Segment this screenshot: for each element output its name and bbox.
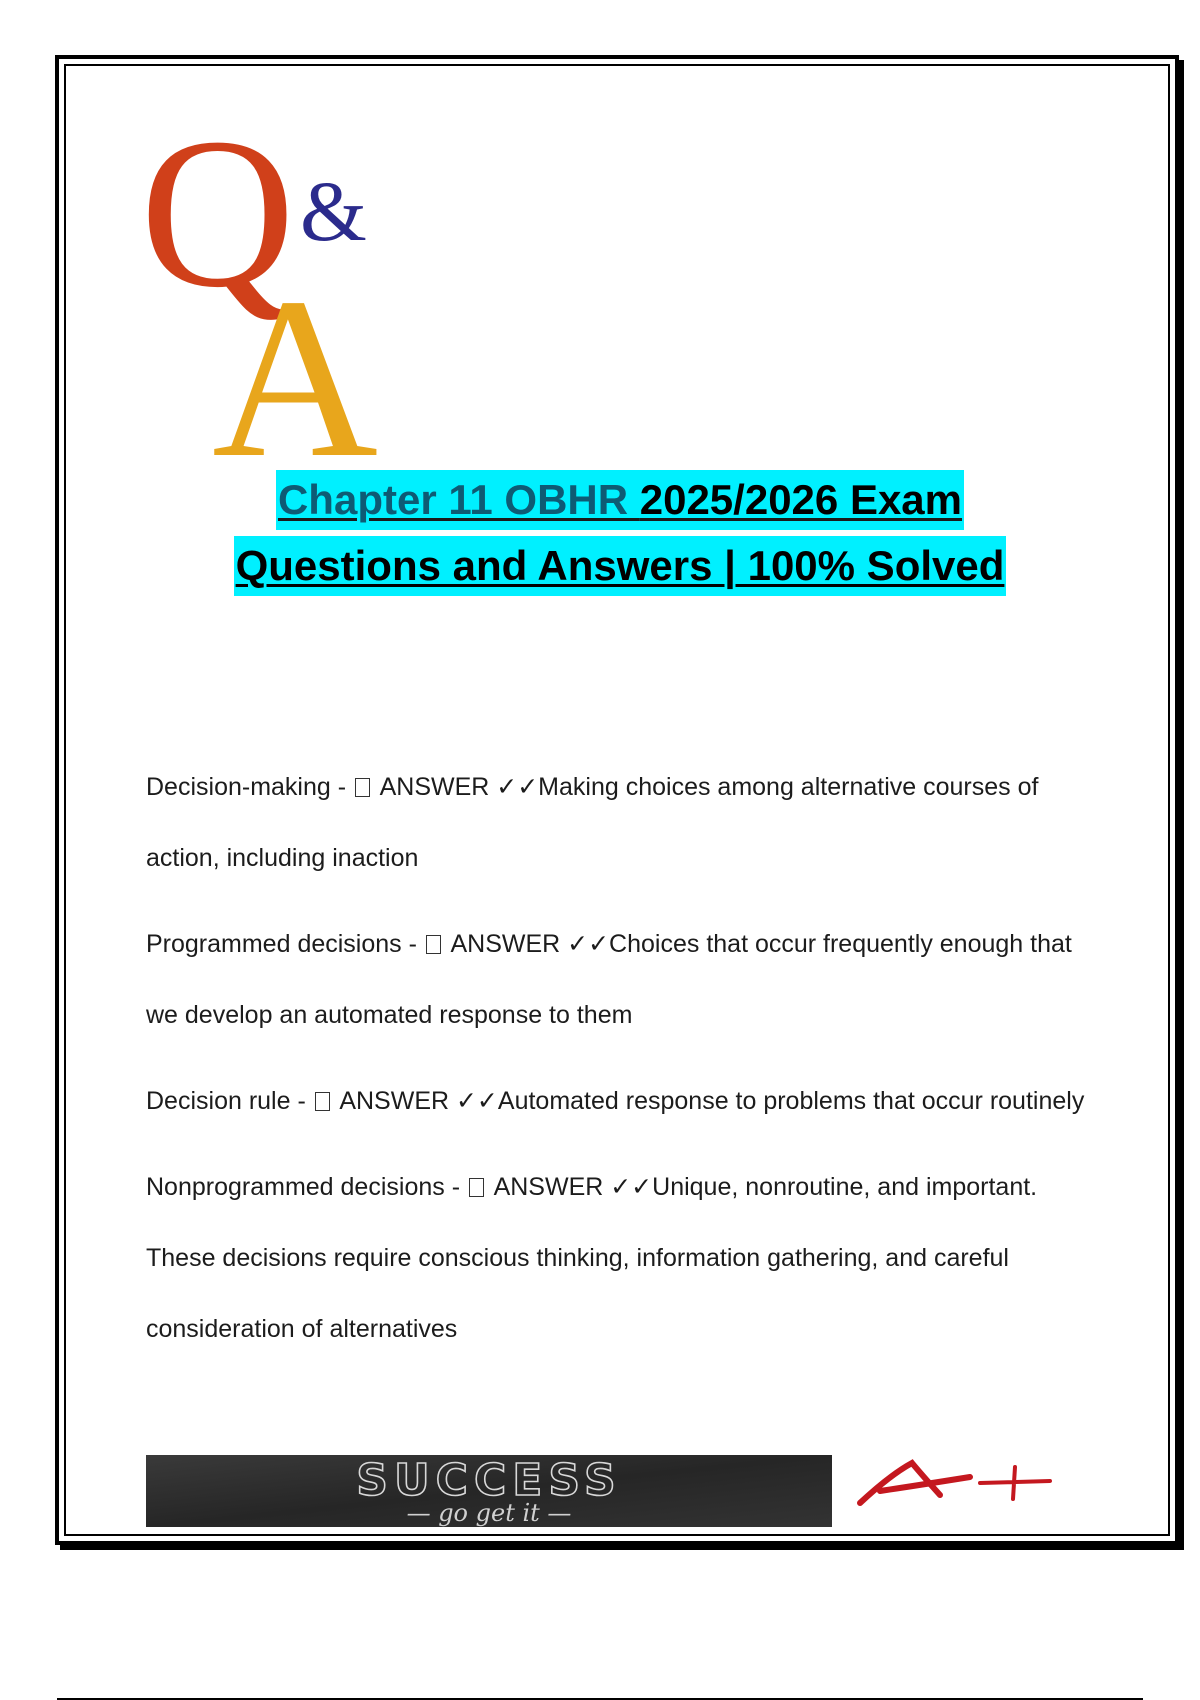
qa-list [146,752,1096,1380]
answer-marker: ANSWER ✓✓ [379,773,539,801]
qa-term: Programmed decisions - [146,930,424,958]
grade-label: A+ [850,1455,852,1456]
qa-answer: Choices that occur frequently enough that we develop an automated response to them [146,930,1072,1029]
banner-word: SUCCESS [356,1455,622,1506]
title-line-1-part-2: 2025/2026 Exam [639,476,963,523]
qa-logo [140,85,440,465]
qa-term: Decision rule - [146,1087,313,1115]
qa-answer: Automated response to problems that occur routinely [497,1087,1085,1115]
title-line-1 [276,470,964,530]
title-line-1-part-1: Chapter 11 OBHR [277,476,640,523]
answer-marker: ANSWER ✓✓ [493,1173,653,1201]
qa-item [146,752,1096,894]
missing-glyph-icon [355,778,370,797]
qa-item [146,1066,1096,1137]
logo-ampersand: & [300,163,367,259]
qa-term: Decision-making - [146,773,354,801]
logo-q: Q [140,93,296,332]
missing-glyph-icon [426,935,441,954]
qa-term: Nonprogrammed decisions - [146,1173,467,1201]
logo-a: A [212,250,379,465]
answer-marker: ANSWER ✓✓ [339,1087,498,1115]
qa-item [146,909,1096,1051]
banner-subtext: — go get it — [406,1499,572,1527]
answer-marker: ANSWER ✓✓ [450,930,610,958]
qa-answer: Making choices among alternative courses of action, including inaction [146,773,1039,872]
success-banner-image [146,1455,832,1527]
qa-answer: Unique, nonroutine, and important. These decisions require conscious thinking, information gathering, and careful consideration of alternatives [146,1173,1038,1343]
document-title [0,470,1200,602]
missing-glyph-icon [469,1178,484,1197]
a-plus-logo [850,1455,1060,1525]
qa-item [146,1152,1096,1365]
missing-glyph-icon [315,1092,330,1111]
title-line-2: Questions and Answers | 100% Solved [234,536,1007,596]
